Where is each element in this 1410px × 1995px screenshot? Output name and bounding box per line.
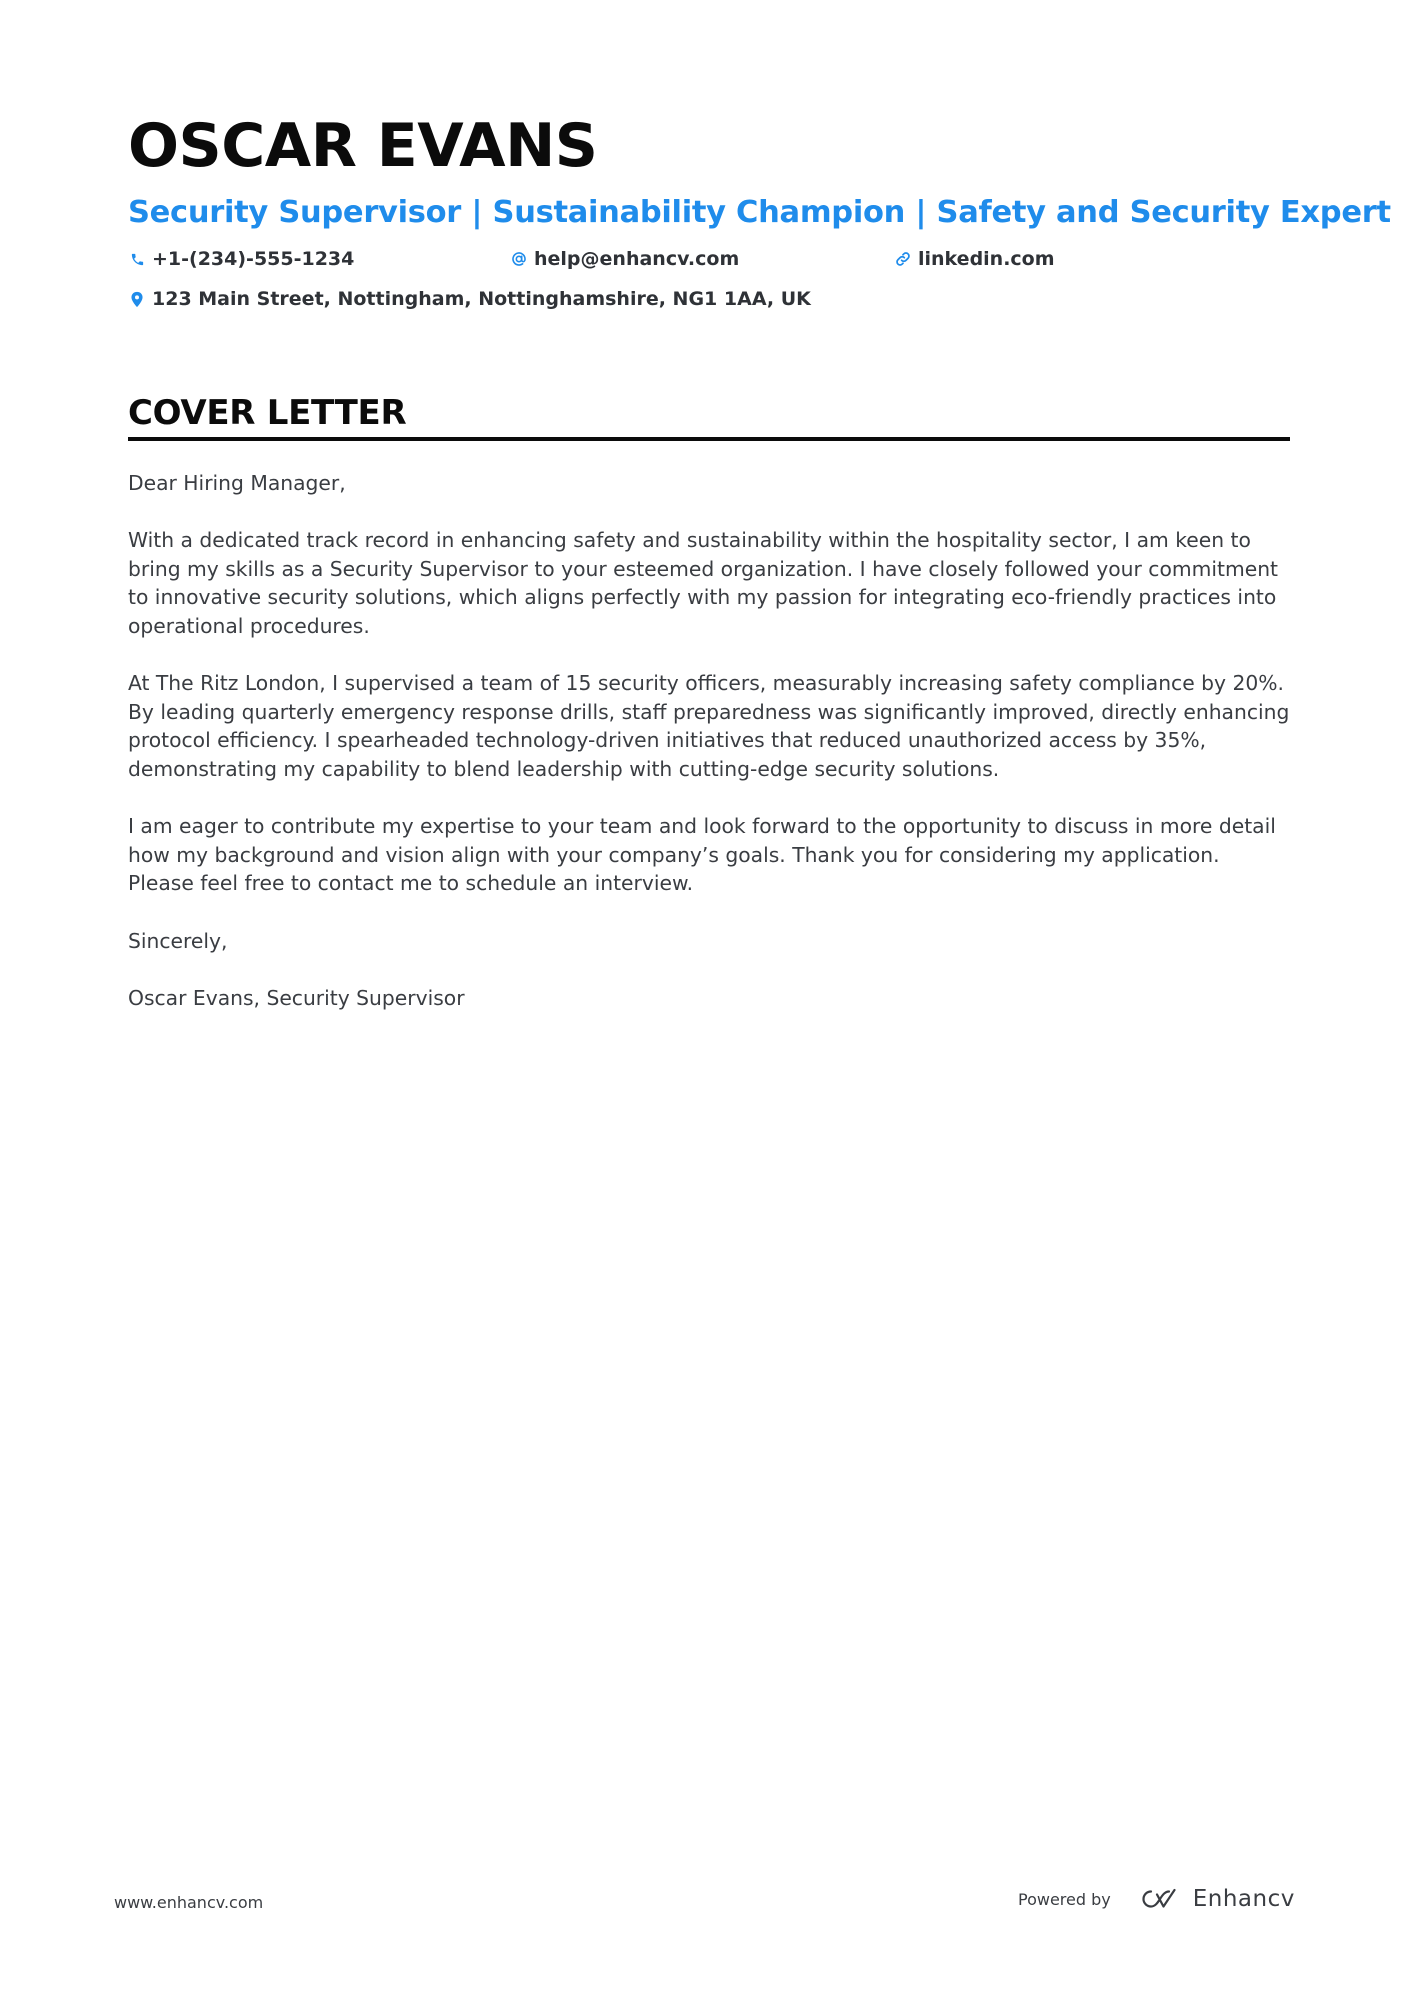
- location-text: 123 Main Street, Nottingham, Nottinghamshire, NG1 1AA, UK: [152, 288, 811, 310]
- link-text[interactable]: linkedin.com: [918, 248, 1055, 270]
- contact-link[interactable]: [894, 247, 1055, 271]
- letter-greeting: Dear Hiring Manager,: [128, 471, 346, 495]
- footer-branding: [1018, 1886, 1295, 1912]
- section-title: COVER LETTER: [128, 393, 407, 433]
- phone-icon: [128, 250, 146, 268]
- footer-website[interactable]: www.enhancv.com: [114, 1893, 264, 1912]
- at-sign-icon: [510, 250, 528, 268]
- phone-text: +1-(234)-555-1234: [152, 248, 355, 270]
- letter-paragraph-2: At The Ritz London, I supervised a team of 15 security officers, measurably increasing safety compliance by 20%. By leading quarterly emergency response drills, staff preparedness was significantly improved, directly enhancing protocol efficiency. I spearheaded technology-driven initiatives that reduced unauthorized access by 35%, demonstrating my capability to blend leadership with cutting-edge security solutions.: [128, 671, 1290, 781]
- contact-info: [128, 242, 1290, 322]
- candidate-name: OSCAR EVANS: [128, 111, 598, 181]
- header: [128, 110, 1391, 322]
- powered-by-text: Powered by: [1018, 1889, 1111, 1909]
- email-text[interactable]: help@enhancv.com: [534, 248, 740, 270]
- contact-phone: [128, 247, 354, 271]
- enhancv-logo-icon: [1137, 1886, 1183, 1912]
- letter-signature: Oscar Evans, Security Supervisor: [128, 985, 465, 1010]
- candidate-headline: Security Supervisor | Sustainability Champion | Safety and Security Expert: [128, 195, 1391, 230]
- link-icon: [894, 250, 912, 268]
- brand-name: Enhancv: [1192, 1886, 1295, 1912]
- section-divider: [128, 437, 1290, 441]
- letter-paragraph-1: With a dedicated track record in enhancing safety and sustainability within the hospitality sector, I am keen to bring my skills as a Security Supervisor to your esteemed organization. I have closely followed your commitment to innovative security solutions, which aligns perfectly with my passion for integrating eco-friendly practices into operational procedures.: [128, 528, 1279, 638]
- contact-email[interactable]: [510, 247, 739, 271]
- letter-closing: Sincerely,: [128, 928, 228, 953]
- contact-location: [128, 287, 811, 311]
- letter-paragraph-3: I am eager to contribute my expertise to your team and look forward to the opportunity to discuss in more detail how my background and vision align with your company’s goals. Thank you for considering my application. Please feel free to contact me to schedule an interview.: [128, 814, 1276, 896]
- map-pin-icon: [128, 290, 146, 308]
- letter-body: [128, 469, 1290, 1041]
